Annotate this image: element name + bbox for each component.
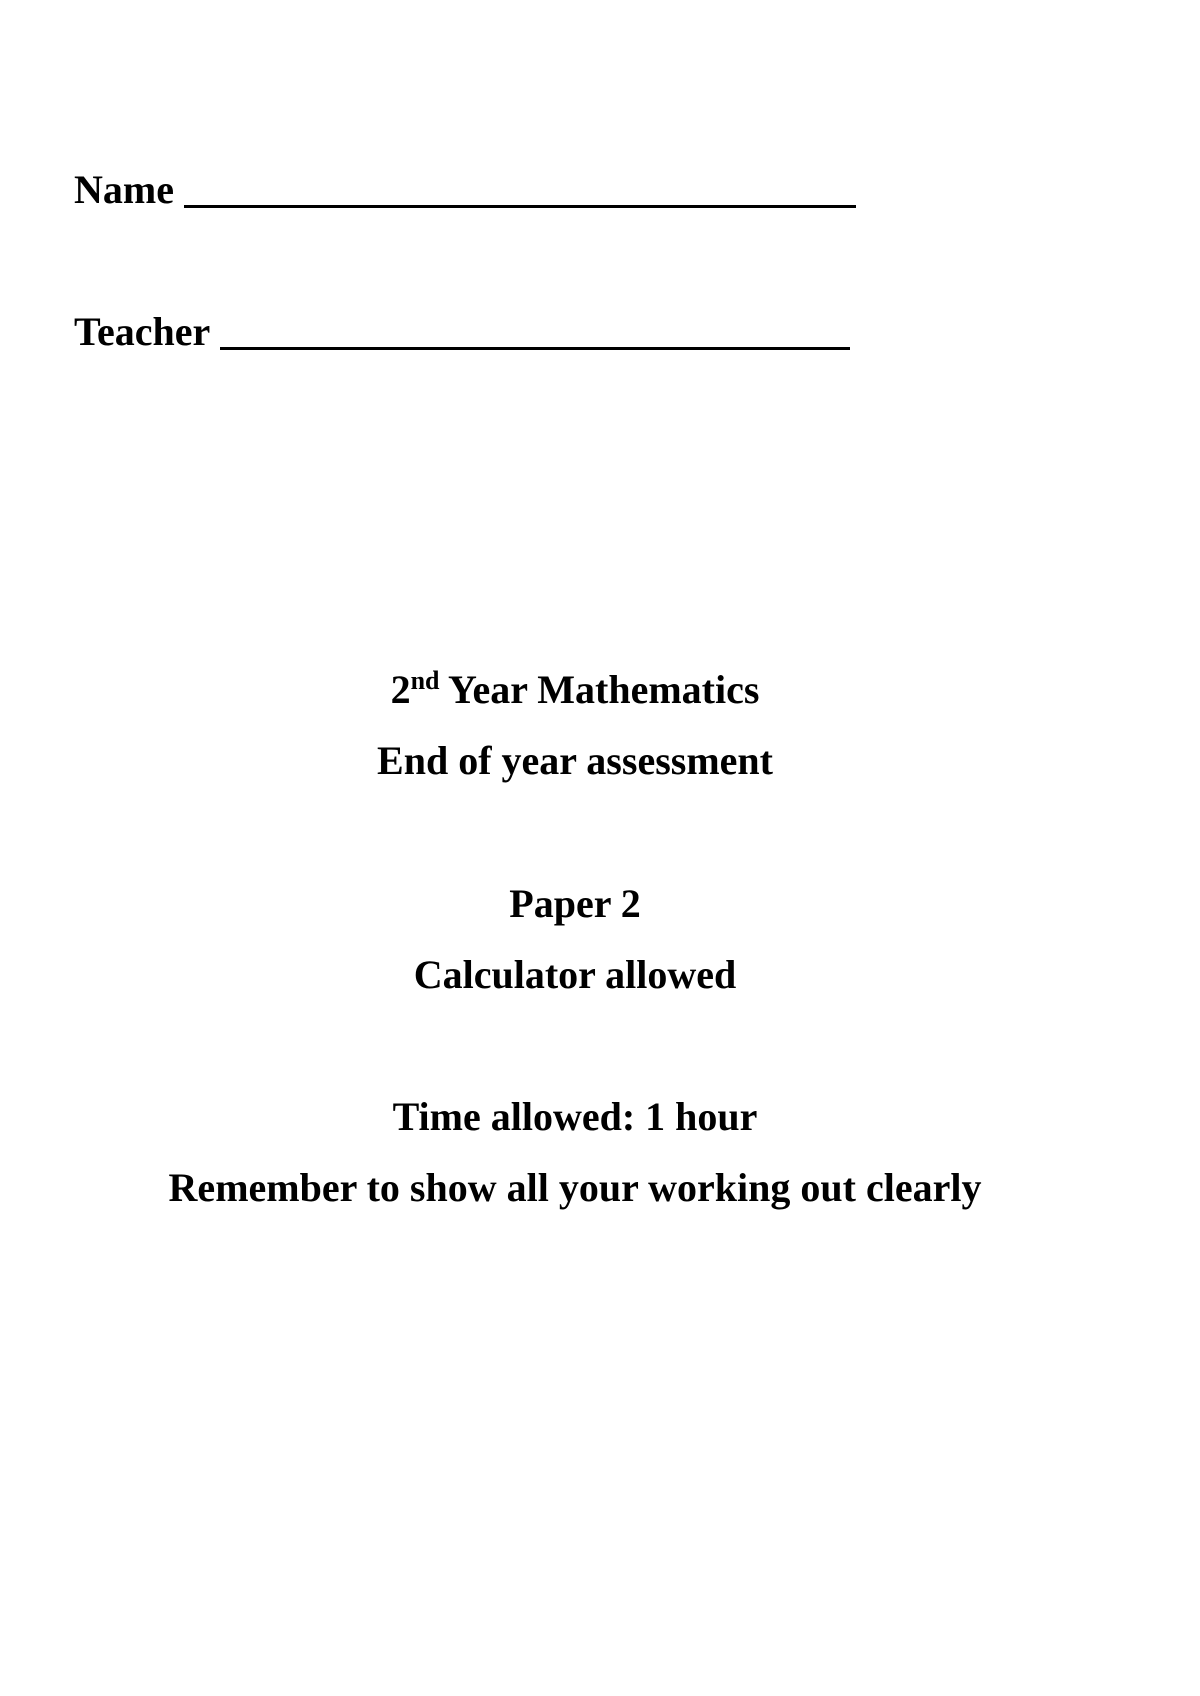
name-field[interactable] [74,168,856,212]
year-suffix: nd [410,666,440,695]
teacher-field[interactable] [74,310,850,354]
calculator-note: Calculator allowed [413,952,737,997]
year-title: Year Mathematics [448,667,760,712]
teacher-label: Teacher [74,309,211,354]
course-title [0,666,1150,714]
time-allowed: Time allowed: 1 hour [392,1094,758,1139]
assessment-title: End of year assessment [377,738,773,783]
paper-number: Paper 2 [509,881,641,926]
year-number: 2 [390,667,411,712]
working-instruction: Remember to show all your working out clearly [168,1165,982,1210]
teacher-write-line[interactable] [220,347,850,350]
name-write-line[interactable] [184,205,856,208]
name-label: Name [74,167,174,212]
